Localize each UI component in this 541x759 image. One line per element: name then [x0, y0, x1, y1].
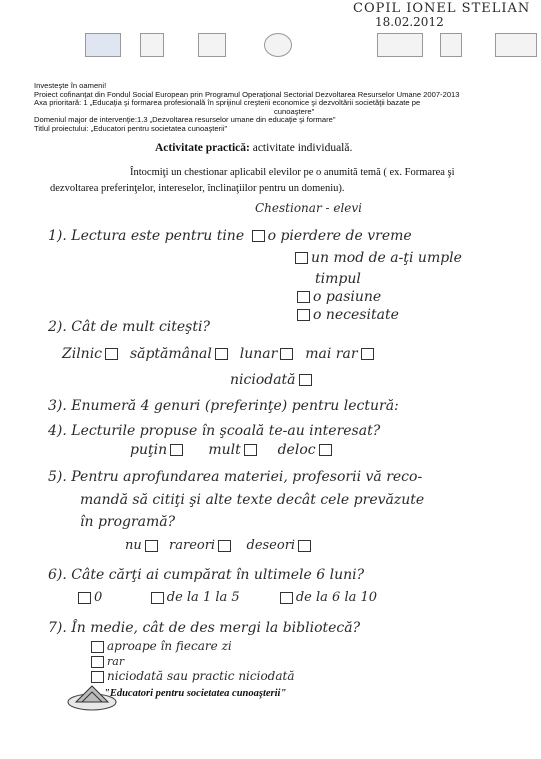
checkbox[interactable] [252, 230, 265, 242]
checkbox[interactable] [244, 444, 257, 456]
checkbox[interactable] [215, 348, 228, 360]
checkbox[interactable] [78, 592, 91, 604]
checkbox[interactable] [91, 656, 104, 668]
question-5-line-2: mandă să citiţi şi alte texte decât cele prevăzute [80, 492, 425, 508]
checkbox[interactable] [295, 252, 308, 264]
option-label: lunar [239, 346, 278, 362]
option-label: niciodată [230, 372, 296, 388]
checkbox[interactable] [361, 348, 374, 360]
question-4-options [130, 442, 335, 458]
option-label: aproape în fiecare zi [107, 639, 232, 653]
question-5-line-3: în programă? [80, 514, 176, 530]
header-line: cunoaştere" [274, 106, 315, 116]
option-label: puţin [130, 442, 168, 458]
header-line: Investeşte în oameni! [34, 81, 107, 90]
instruction-line: Întocmiţi un chestionar aplicabil elevilor pe o anumită temă ( ex. Formarea şi [130, 167, 455, 178]
checkbox[interactable] [91, 641, 104, 653]
signature-name: COPIL IONEL STELIAN [353, 1, 531, 16]
question-7-option-2 [88, 655, 124, 668]
question-1-text: 1). Lectura este pentru tine [48, 228, 245, 244]
option-label: o pierdere de vreme [267, 228, 412, 244]
option-label: de la 6 la 10 [295, 590, 378, 605]
question-7-option-1 [88, 639, 232, 653]
question-1-option-2 [292, 250, 462, 266]
option-label: deseori [246, 538, 296, 553]
activity-title [155, 142, 352, 154]
question-4-text: 4). Lecturile propuse în şcoală te-au interesat? [48, 423, 381, 439]
signature-date: 18.02.2012 [375, 15, 444, 29]
instructions [50, 165, 510, 197]
checkbox[interactable] [280, 592, 293, 604]
question-3-text: 3). Enumeră 4 genuri (preferinţe) pentru lectură: [48, 398, 399, 414]
footer-logo-text: "Educatori pentru societatea cunoaşterii" [104, 688, 287, 699]
question-7-text: 7). În medie, cât de des mergi la bibliotecă? [48, 620, 361, 636]
form-title: Chestionar - elevi [255, 201, 363, 215]
checkbox[interactable] [319, 444, 332, 456]
question-6-options [75, 590, 377, 605]
option-label: nu [125, 538, 142, 553]
option-label: deloc [277, 442, 316, 458]
option-label: mult [208, 442, 241, 458]
checkbox[interactable] [105, 348, 118, 360]
header-line: Domeniul major de intervenţie:1.3 „Dezvoltarea resurselor umane din educaţie şi formare" [34, 115, 336, 125]
project-header [34, 82, 459, 134]
option-label: Zilnic [62, 346, 103, 362]
option-label: mai rar [305, 346, 358, 362]
option-label: 0 [94, 590, 103, 605]
checkbox[interactable] [218, 540, 231, 552]
activity-label: Activitate practică: [155, 142, 250, 154]
ministry-logo-2 [495, 33, 537, 57]
question-1-option-4 [294, 307, 399, 323]
instruction-line: dezvoltarea preferinţelor, intereselor, înclinaţiilor pentru un domeniu). [50, 183, 345, 194]
option-label: o necesitate [313, 307, 399, 323]
checkbox[interactable] [280, 348, 293, 360]
question-2-option-5 [230, 372, 315, 388]
checkbox[interactable] [170, 444, 183, 456]
question-1-option-2-cont: timpul [315, 271, 361, 287]
question-7-option-3 [88, 669, 294, 683]
option-label: un mod de a-ţi umple [311, 250, 462, 266]
header-line: Axa prioritară: 1 „Educaţia şi formarea profesională în sprijinul creşterii economice şi dezvoltării societăţii bazate pe [34, 98, 421, 108]
government-crest-logo [140, 33, 164, 57]
question-2-text: 2). Cât de mult citeşti? [48, 319, 210, 335]
pos-dru-logo [264, 33, 292, 57]
county-crest-logo [440, 33, 462, 57]
checkbox[interactable] [299, 374, 312, 386]
ministry-logo [377, 33, 423, 57]
question-1-option-3 [294, 289, 381, 305]
checkbox[interactable] [298, 540, 311, 552]
question-6-text: 6). Câte cărţi ai cumpărat în ultimele 6 luni? [48, 567, 365, 583]
question-2-options [62, 346, 377, 362]
option-label: de la 1 la 5 [166, 590, 240, 605]
header-line: Proiect cofinanţat din Fondul Social European prin Programul Operaţional Sectorial Dezvoltarea Resurselor Umane 2007-2013 [34, 89, 460, 99]
eu-flag-logo [85, 33, 121, 57]
option-label: săptămânal [129, 346, 212, 362]
option-label: niciodată sau practic niciodată [107, 669, 295, 683]
option-label: rar [107, 655, 125, 668]
fse-logo [198, 33, 226, 57]
checkbox[interactable] [145, 540, 158, 552]
question-1 [48, 228, 412, 244]
header-line: Titlul proiectului: „Educatori pentru societatea cunoaşterii" [34, 123, 228, 133]
question-5-line-1: 5). Pentru aprofundarea materiei, profesorii vă reco- [48, 469, 423, 485]
option-label: o pasiune [313, 289, 382, 305]
activity-value: activitate individuală. [249, 142, 353, 154]
checkbox[interactable] [151, 592, 164, 604]
checkbox[interactable] [297, 309, 310, 321]
question-5-options [125, 538, 314, 553]
checkbox[interactable] [297, 291, 310, 303]
option-label: rareori [169, 538, 216, 553]
